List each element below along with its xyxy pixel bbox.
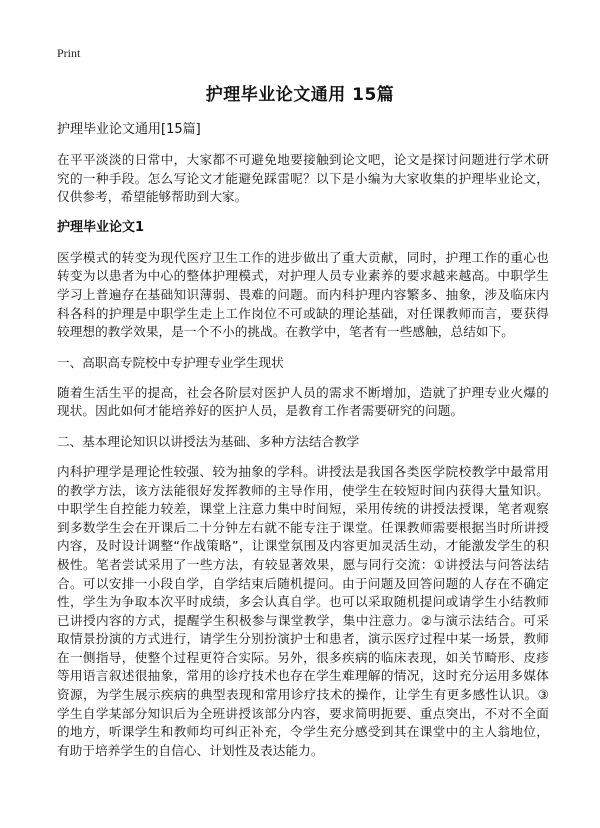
paragraph-3: 内科护理学是理论性较强、较为抽象的学科。讲授法是我国各类医学院校教学中最常用的教学方法，该方法能很好发挥教师的主导作用，使学生在较短时间内获得大量知识。中职学生自控能力较差，课堂上注意力集中时间短，采用传统的讲授法授课，笔者观察到多数学生会在开课后二十分钟左右就不能专注于课堂。任课教师需要根据当时所讲授内容，及时设计调整“作战策略”，让课堂氛围及内容更加灵活生动，才能激发学生的积极性。笔者尝试采用了一些方法，有较显著效果，愿与同行交流：①讲授法与问答法结合。可以安排一小段自学，自学结束后随机提问。由于问题及回答问题的人存在不确定性，学生为争取本次平时成绩，多会认真自学。也可以采取随机提问或请学生小结教师已讲授内容的方式，提醒学生积极参与课堂教学，集中注意力。②与演示法结合。可采取情景扮演的方式进行，请学生分别扮演护士和患者，演示医疗过程中某一场景，教师在一侧指导，使整个过程更符合实际。另外，很多疾病的临床表现，如关节畸形、皮疹等用语言叙述很抽象，常用的诊疗技术也存在学生难理解的情况，这时充分运用多媒体资源，为学生展示疾病的典型表现和常用诊疗技术的操作，让学生有更多感性认识。③学生自学某部分知识后为全班讲授该部分内容，要求简明扼要、重点突出，不对不全面的地方，听课学生和教师均可纠正补充，令学生充分感受到其在课堂中的主人翁地位，有助于培养学生的自信心、计划性及表达能力。 — [57, 463, 549, 758]
document-body — [57, 121, 549, 772]
heading-1: 一、高职高专院校中专护理专业学生现状 — [57, 354, 284, 370]
page-title: 护理毕业论文通用 15篇 — [205, 85, 395, 105]
print-link[interactable]: Print — [57, 46, 81, 60]
intro-paragraph: 在平平淡淡的日常中，大家都不可避免地要接触到论文吧，论文是探讨问题进行学术研究的一种手段。怎么写论文才能避免踩雷呢？以下是小编为大家收集的护理毕业论文，仅供参考，希望能够帮助到大家。 — [57, 152, 549, 205]
paragraph-2: 随着生活生平的提高，社会各阶层对医护人员的需求不断增加，造就了护理专业火爆的现状。因此如何才能培养好的医护人员，是教育工作者需要研究的问题。 — [57, 384, 549, 419]
section-title: 护理毕业论文1 — [57, 219, 145, 235]
paragraph-1: 医学模式的转变为现代医疗卫生工作的进步做出了重大贡献，同时，护理工作的重心也转变为以患者为中心的整体护理模式，对护理人员专业素养的要求越来越高。中职学生学习上普遍存在基础知识薄弱、畏难的问题。而内科护理内容繁多、抽象，涉及临床内科各科的护理是中职学生走上工作岗位不可或缺的理论基础，对任课教师而言，要获得较理想的教学效果，是一个不小的挑战。在教学中，笔者有一些感触，总结如下。 — [57, 249, 549, 340]
heading-2: 二、基本理论知识以讲授法为基础、多种方法结合教学 — [57, 433, 360, 449]
document-subtitle: 护理毕业论文通用[15篇] — [57, 122, 201, 137]
